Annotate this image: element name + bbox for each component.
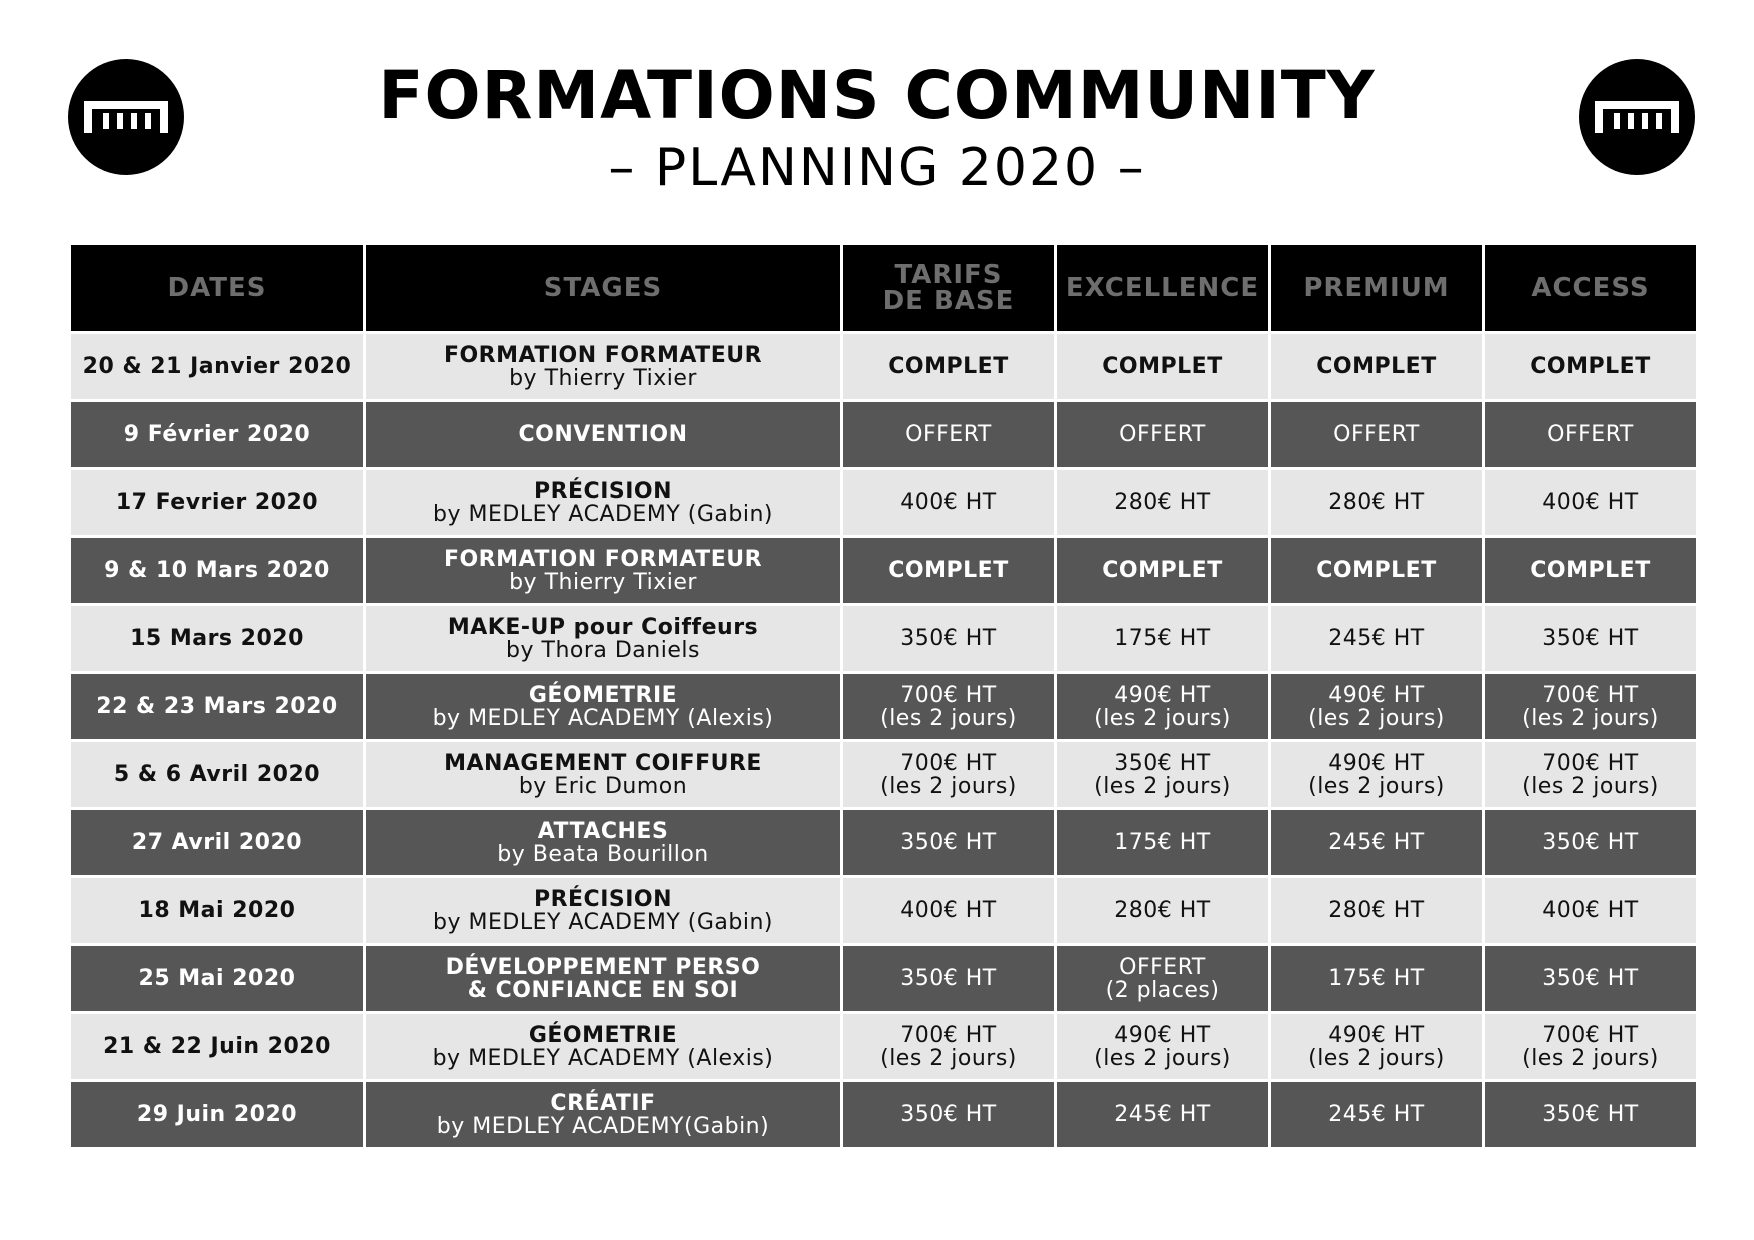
price-excellence: [1056, 605, 1270, 673]
table-row: [70, 333, 1698, 401]
price-premium: [1270, 1081, 1484, 1149]
price-note: (les 2 jours): [1522, 705, 1659, 731]
stage-name: CRÉATIF: [550, 1090, 656, 1116]
header-stages: STAGES: [365, 244, 842, 333]
table-row: [70, 809, 1698, 877]
stage-trainer: by Eric Dumon: [518, 773, 688, 799]
stage-name: FORMATION FORMATEUR: [443, 546, 763, 572]
price-access: [1484, 1013, 1698, 1081]
stage-trainer: by Thora Daniels: [506, 637, 700, 663]
price-value: COMPLET: [1316, 354, 1437, 379]
stage-name: MANAGEMENT COIFFURE: [444, 750, 762, 776]
stage-name: FORMATION FORMATEUR: [443, 342, 763, 368]
price-excellence: [1056, 1081, 1270, 1149]
price-excellence: [1056, 401, 1270, 469]
row-date: 9 Février 2020: [70, 401, 365, 469]
price-value: 400€ HT: [1542, 490, 1639, 515]
price-note: (les 2 jours): [880, 705, 1017, 731]
price-value: 490€ HT: [1114, 682, 1211, 708]
price-access: [1484, 1081, 1698, 1149]
row-date: 20 & 21 Janvier 2020: [70, 333, 365, 401]
table-row: [70, 1081, 1698, 1149]
price-premium: [1270, 401, 1484, 469]
stage-trainer: by MEDLEY ACADEMY (Gabin): [433, 501, 773, 527]
price-premium: [1270, 333, 1484, 401]
price-value: 245€ HT: [1328, 626, 1425, 651]
price-value: 700€ HT: [900, 750, 997, 776]
row-date: 9 & 10 Mars 2020: [70, 537, 365, 605]
price-value: 400€ HT: [1542, 898, 1639, 923]
header-dates: DATES: [70, 244, 365, 333]
price-excellence: [1056, 333, 1270, 401]
price-value: OFFERT: [1547, 422, 1634, 447]
row-date: 17 Fevrier 2020: [70, 469, 365, 537]
table-row: [70, 673, 1698, 741]
price-access: [1484, 401, 1698, 469]
price-note: (2 places): [1105, 977, 1220, 1003]
price-premium: [1270, 537, 1484, 605]
price-value: 490€ HT: [1328, 1022, 1425, 1048]
table-row: [70, 537, 1698, 605]
row-stage: [365, 333, 842, 401]
price-value: 175€ HT: [1114, 626, 1211, 651]
row-stage: [365, 877, 842, 945]
row-date: 15 Mars 2020: [70, 605, 365, 673]
price-base: [842, 537, 1056, 605]
price-access: [1484, 741, 1698, 809]
price-base: [842, 673, 1056, 741]
table-row: [70, 877, 1698, 945]
price-excellence: [1056, 877, 1270, 945]
price-value: 350€ HT: [900, 830, 997, 855]
stage-trainer: by MEDLEY ACADEMY (Alexis): [432, 705, 774, 731]
stage-trainer: by Thierry Tixier: [509, 365, 697, 391]
price-value: 350€ HT: [1542, 830, 1639, 855]
price-note: (les 2 jours): [1308, 1045, 1445, 1071]
price-excellence: [1056, 537, 1270, 605]
price-value: 280€ HT: [1328, 898, 1425, 923]
price-access: [1484, 469, 1698, 537]
price-value: 280€ HT: [1114, 490, 1211, 515]
price-base: [842, 333, 1056, 401]
header-base-line2: DE BASE: [882, 286, 1015, 316]
stage-trainer: by MEDLEY ACADEMY(Gabin): [436, 1113, 770, 1139]
price-value: 490€ HT: [1114, 1022, 1211, 1048]
price-value: COMPLET: [888, 354, 1009, 379]
page-title: FORMATIONS COMMUNITY: [378, 57, 1376, 134]
price-value: 700€ HT: [1542, 750, 1639, 776]
table-body: [70, 333, 1698, 1149]
price-access: [1484, 945, 1698, 1013]
table-row: [70, 945, 1698, 1013]
row-date: 21 & 22 Juin 2020: [70, 1013, 365, 1081]
stage-name: MAKE-UP pour Coiffeurs: [447, 614, 759, 640]
price-value: 490€ HT: [1328, 682, 1425, 708]
price-value: 700€ HT: [900, 1022, 997, 1048]
price-value: 175€ HT: [1114, 830, 1211, 855]
price-value: OFFERT: [1119, 422, 1206, 447]
price-value: 280€ HT: [1114, 898, 1211, 923]
price-access: [1484, 877, 1698, 945]
row-date: 18 Mai 2020: [70, 877, 365, 945]
price-excellence: [1056, 673, 1270, 741]
row-stage: [365, 809, 842, 877]
table-row: [70, 401, 1698, 469]
price-value: 490€ HT: [1328, 750, 1425, 776]
price-value: COMPLET: [1102, 354, 1223, 379]
header-base-line1: TARIFS: [894, 260, 1003, 290]
stage-trainer: by MEDLEY ACADEMY (Gabin): [433, 909, 773, 935]
price-premium: [1270, 877, 1484, 945]
price-premium: [1270, 673, 1484, 741]
header-premium: PREMIUM: [1270, 244, 1484, 333]
price-value: OFFERT: [905, 422, 992, 447]
stage-name: GÉOMETRIE: [528, 1022, 678, 1048]
stage-name: CONVENTION: [518, 422, 688, 447]
price-base: [842, 1081, 1056, 1149]
row-stage: [365, 945, 842, 1013]
price-value: 700€ HT: [900, 682, 997, 708]
header-base-price: [842, 244, 1056, 333]
price-value: 245€ HT: [1114, 1102, 1211, 1127]
price-premium: [1270, 741, 1484, 809]
price-value: COMPLET: [1530, 354, 1651, 379]
price-base: [842, 945, 1056, 1013]
price-note: (les 2 jours): [1094, 1045, 1231, 1071]
stage-name: PRÉCISION: [533, 478, 673, 504]
price-premium: [1270, 809, 1484, 877]
row-stage: [365, 605, 842, 673]
price-value: 350€ HT: [900, 626, 997, 651]
price-access: [1484, 673, 1698, 741]
row-stage: [365, 741, 842, 809]
price-value: 245€ HT: [1328, 830, 1425, 855]
planning-table: [68, 242, 1699, 1150]
price-premium: [1270, 605, 1484, 673]
stage-trainer: by MEDLEY ACADEMY (Alexis): [432, 1045, 774, 1071]
row-date: 22 & 23 Mars 2020: [70, 673, 365, 741]
row-stage: [365, 537, 842, 605]
price-value: COMPLET: [1530, 558, 1651, 583]
stage-trainer: by Beata Bourillon: [497, 841, 709, 867]
price-note: (les 2 jours): [1094, 705, 1231, 731]
row-stage: [365, 469, 842, 537]
price-note: (les 2 jours): [1308, 705, 1445, 731]
row-stage: [365, 1013, 842, 1081]
price-value: 350€ HT: [900, 966, 997, 991]
price-premium: [1270, 945, 1484, 1013]
price-value: 350€ HT: [900, 1102, 997, 1127]
price-base: [842, 741, 1056, 809]
row-stage: [365, 673, 842, 741]
price-value: OFFERT: [1333, 422, 1420, 447]
stage-name: GÉOMETRIE: [528, 682, 678, 708]
price-note: (les 2 jours): [880, 1045, 1017, 1071]
price-value: COMPLET: [1316, 558, 1437, 583]
price-base: [842, 605, 1056, 673]
row-date: 25 Mai 2020: [70, 945, 365, 1013]
stage-trainer: by Thierry Tixier: [509, 569, 697, 595]
price-value: 400€ HT: [900, 490, 997, 515]
price-value: 350€ HT: [1542, 1102, 1639, 1127]
price-premium: [1270, 1013, 1484, 1081]
price-base: [842, 401, 1056, 469]
header-access: ACCESS: [1484, 244, 1698, 333]
price-value: COMPLET: [1102, 558, 1223, 583]
price-note: (les 2 jours): [1094, 773, 1231, 799]
price-value: 700€ HT: [1542, 682, 1639, 708]
price-access: [1484, 333, 1698, 401]
price-value: 350€ HT: [1542, 626, 1639, 651]
price-base: [842, 877, 1056, 945]
table-row: [70, 741, 1698, 809]
stage-name: PRÉCISION: [533, 886, 673, 912]
price-excellence: [1056, 741, 1270, 809]
price-value: COMPLET: [888, 558, 1009, 583]
page-subtitle: – PLANNING 2020 –: [608, 138, 1146, 198]
header: [0, 56, 1754, 200]
price-note: (les 2 jours): [1522, 773, 1659, 799]
price-value: 350€ HT: [1114, 750, 1211, 776]
table-row: [70, 1013, 1698, 1081]
price-excellence: [1056, 945, 1270, 1013]
stage-name: DÉVELOPPEMENT PERSO: [445, 954, 761, 980]
price-note: (les 2 jours): [1522, 1045, 1659, 1071]
price-value: OFFERT: [1119, 954, 1206, 980]
price-value: 700€ HT: [1542, 1022, 1639, 1048]
price-access: [1484, 605, 1698, 673]
price-excellence: [1056, 1013, 1270, 1081]
stage-trainer: & CONFIANCE EN SOI: [467, 977, 739, 1003]
price-value: 245€ HT: [1328, 1102, 1425, 1127]
table-row: [70, 469, 1698, 537]
row-date: 5 & 6 Avril 2020: [70, 741, 365, 809]
price-excellence: [1056, 469, 1270, 537]
price-note: (les 2 jours): [880, 773, 1017, 799]
row-stage: [365, 401, 842, 469]
price-base: [842, 469, 1056, 537]
row-date: 29 Juin 2020: [70, 1081, 365, 1149]
header-excellence: EXCELLENCE: [1056, 244, 1270, 333]
price-value: 400€ HT: [900, 898, 997, 923]
price-access: [1484, 537, 1698, 605]
price-excellence: [1056, 809, 1270, 877]
price-access: [1484, 809, 1698, 877]
stage-name: ATTACHES: [537, 818, 669, 844]
price-value: 280€ HT: [1328, 490, 1425, 515]
price-premium: [1270, 469, 1484, 537]
row-date: 27 Avril 2020: [70, 809, 365, 877]
price-value: 350€ HT: [1542, 966, 1639, 991]
price-base: [842, 809, 1056, 877]
price-value: 175€ HT: [1328, 966, 1425, 991]
table-header-row: [70, 244, 1698, 333]
price-note: (les 2 jours): [1308, 773, 1445, 799]
row-stage: [365, 1081, 842, 1149]
table-row: [70, 605, 1698, 673]
price-base: [842, 1013, 1056, 1081]
